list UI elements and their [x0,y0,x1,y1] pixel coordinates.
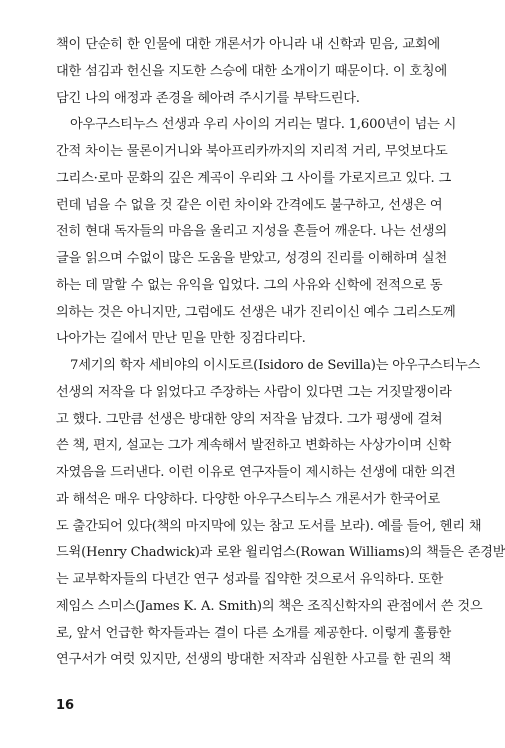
text-line: 자였음을 드러낸다. 이런 이유로 연구자들이 제시하는 선생에 대한 의견 [56,465,456,480]
text-line: 의하는 것은 아니지만, 그럼에도 선생은 내가 진리이신 예수 그리스도께 [56,304,456,320]
body-text [56,32,505,674]
text-line: 제임스 스미스(James K. A. Smith)의 책은 조직신학자의 관점에서 쓴 것으 [56,598,483,614]
text-line: 그리스·로마 문화의 깊은 계곡이 우리와 그 사이를 가로지르고 있다. 그 [56,170,452,186]
text-line: 글을 읽으며 수없이 많은 도움을 받았고, 성경의 진리를 이해하며 실천 [56,251,448,266]
text-line: 드윅(Henry Chadwick)과 로완 윌리엄스(Rowan Williams)의 책들은 존경받 [56,545,505,561]
text-line: 쓴 책, 편지, 설교는 그가 계속해서 발전하고 변화하는 사상가이며 신학 [56,438,452,454]
text-line: 과 해석은 매우 다양하다. 다양한 아우구스티누스 개론서가 한국어로 [56,491,440,507]
text-line: 담긴 나의 애정과 존경을 헤아려 주시기를 부탁드린다. [56,90,360,106]
text-line: 로, 앞서 언급한 학자들과는 결이 다른 소개를 제공한다. 이렇게 훌륭한 [56,625,452,641]
text-line: 전히 현대 독자들의 마음을 울리고 지성을 흔들어 깨운다. 나는 선생의 [56,224,448,240]
text-line: 고 했다. 그만큼 선생은 방대한 양의 저작을 남겼다. 그가 평생에 걸쳐 [56,411,443,427]
text-line: 대한 섬김과 헌신을 지도한 스승에 대한 소개이기 때문이다. 이 호칭에 [56,63,448,79]
text-line: 연구서가 여럿 있지만, 선생의 방대한 저작과 심원한 사고를 한 권의 책 [56,652,452,668]
text-line: 나아가는 길에서 만난 믿을 만한 징검다리다. [56,331,306,347]
text-line: 책이 단순히 한 인물에 대한 개론서가 아니라 내 신학과 믿음, 교회에 [56,37,440,52]
text-line: 도 출간되어 있다(책의 마지막에 있는 참고 도서를 보라). 예를 들어, 헨리 채 [56,518,482,534]
paragraph-first-line: 7세기의 학자 세비야의 이시도르(Isidoro de Sevilla)는 아우구스티누스 [70,358,481,373]
text-line: 는 교부학자들의 다년간 연구 성과를 집약한 것으로서 유익하다. 또한 [56,572,444,587]
paragraph-first-line: 아우구스티누스 선생과 우리 사이의 거리는 멀다. 1,600년이 넘는 시 [70,117,457,133]
text-line: 간적 차이는 물론이거니와 북아프리카까지의 지리적 거리, 무엇보다도 [56,144,448,159]
text-line: 런데 넘을 수 없을 것 같은 이런 차이와 간격에도 불구하고, 선생은 여 [56,197,443,213]
text-line: 선생의 저작을 다 읽었다고 주장하는 사람이 있다면 그는 거짓말쟁이라 [56,384,452,400]
page-number: 16 [56,698,75,713]
text-line: 하는 데 말할 수 없는 유익을 입었다. 그의 사유와 신학에 전적으로 동 [56,277,443,293]
